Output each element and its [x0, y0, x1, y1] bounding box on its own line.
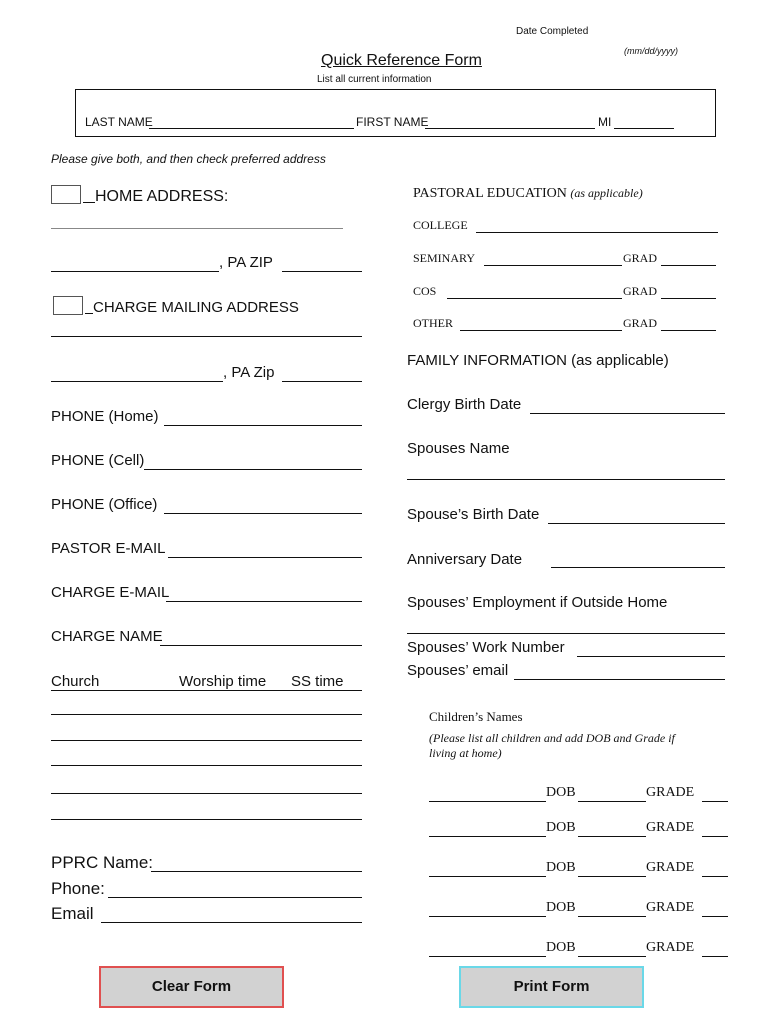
child-name-field[interactable]	[429, 956, 546, 957]
last-name-label: LAST NAME	[85, 115, 153, 129]
church-line-4[interactable]	[51, 793, 362, 794]
first-name-field[interactable]	[425, 128, 595, 129]
home-pa-zip-label: , PA ZIP	[219, 254, 273, 271]
phone-home-label: PHONE (Home)	[51, 408, 159, 425]
pprc-name-field[interactable]	[151, 871, 362, 872]
child-dob-label: DOB	[546, 940, 576, 955]
phone-office-label: PHONE (Office)	[51, 496, 158, 513]
charge-mailing-row	[53, 296, 299, 316]
charge-email-field[interactable]	[166, 601, 362, 602]
spouses-name-field[interactable]	[407, 479, 725, 480]
name-box	[75, 89, 716, 137]
children-names-label: Children’s Names	[429, 709, 523, 724]
church-header-underline	[51, 690, 362, 691]
pastoral-education-heading	[413, 186, 643, 202]
charge-zip-field[interactable]	[282, 381, 362, 382]
address-instruction: Please give both, and then check preferred address	[51, 152, 326, 166]
child-grade-field[interactable]	[702, 876, 728, 877]
date-format-hint: (mm/dd/yyyy)	[624, 46, 678, 56]
child-grade-label: GRADE	[646, 860, 695, 875]
church-line-5[interactable]	[51, 819, 362, 820]
child-name-field[interactable]	[429, 801, 546, 802]
cos-grad-field[interactable]	[661, 298, 716, 299]
form-title: Quick Reference Form	[321, 52, 482, 69]
charge-name-field[interactable]	[160, 645, 362, 646]
children-note-line1: (Please list all children and add DOB and Grade if	[429, 731, 675, 745]
charge-pa-zip-label: , PA Zip	[223, 364, 275, 381]
spouse-employment-field[interactable]	[407, 633, 725, 634]
child-name-field[interactable]	[429, 916, 546, 917]
child-grade-field[interactable]	[702, 916, 728, 917]
cos-label: COS	[413, 284, 437, 298]
children-note-line2: living at home)	[429, 746, 502, 760]
child-dob-field[interactable]	[578, 916, 646, 917]
pprc-email-label: Email	[51, 904, 94, 923]
child-grade-label: GRADE	[646, 940, 695, 955]
child-name-field[interactable]	[429, 836, 546, 837]
spouse-birth-label: Spouse’s Birth Date	[407, 506, 540, 523]
ss-time-header: SS time	[291, 673, 344, 690]
phone-cell-label: PHONE (Cell)	[51, 452, 145, 469]
child-grade-label: GRADE	[646, 785, 695, 800]
child-dob-field[interactable]	[578, 836, 646, 837]
charge-city-field[interactable]	[51, 381, 223, 382]
child-grade-field[interactable]	[702, 801, 728, 802]
child-grade-label: GRADE	[646, 820, 695, 835]
child-dob-label: DOB	[546, 860, 576, 875]
pprc-phone-label: Phone:	[51, 879, 105, 898]
church-line-3[interactable]	[51, 765, 362, 766]
cos-grad-label: GRAD	[623, 284, 658, 298]
mi-field[interactable]	[614, 128, 674, 129]
anniversary-field[interactable]	[551, 567, 725, 568]
clear-form-button[interactable]: Clear Form	[99, 966, 284, 1008]
college-field[interactable]	[476, 232, 718, 233]
child-dob-label: DOB	[546, 900, 576, 915]
child-dob-label: DOB	[546, 820, 576, 835]
seminary-label: SEMINARY	[413, 251, 476, 265]
cos-field[interactable]	[447, 298, 622, 299]
spouse-email-field[interactable]	[514, 679, 725, 680]
phone-office-field[interactable]	[164, 513, 362, 514]
spouse-employment-label: Spouses’ Employment if Outside Home	[407, 594, 668, 611]
child-grade-field[interactable]	[702, 956, 728, 957]
pastoral-education-label: PASTORAL EDUCATION	[413, 186, 567, 201]
pastor-email-label: PASTOR E-MAIL	[51, 540, 166, 557]
last-name-field[interactable]	[149, 128, 354, 129]
first-name-label: FIRST NAME	[356, 115, 429, 129]
clergy-birth-field[interactable]	[530, 413, 725, 414]
home-address-line[interactable]	[51, 228, 343, 229]
anniversary-label: Anniversary Date	[407, 551, 523, 568]
spouses-name-label: Spouses Name	[407, 440, 510, 457]
other-grad-label: GRAD	[623, 316, 658, 330]
other-field[interactable]	[460, 330, 622, 331]
other-label: OTHER	[413, 316, 453, 330]
seminary-grad-label: GRAD	[623, 251, 658, 265]
pprc-name-label: PPRC Name:	[51, 853, 154, 872]
charge-mailing-checkbox[interactable]	[53, 296, 83, 315]
mi-label: MI	[598, 115, 612, 129]
worship-time-header: Worship time	[179, 673, 267, 690]
child-grade-field[interactable]	[702, 836, 728, 837]
child-dob-label: DOB	[546, 785, 576, 800]
clergy-birth-label: Clergy Birth Date	[407, 396, 522, 413]
charge-mailing-label: CHARGE MAILING ADDRESS	[93, 299, 299, 316]
phone-home-field[interactable]	[164, 425, 362, 426]
phone-cell-field[interactable]	[144, 469, 362, 470]
charge-address-line[interactable]	[51, 336, 362, 337]
spouse-work-number-label: Spouses’ Work Number	[407, 639, 565, 656]
pprc-phone-field[interactable]	[108, 897, 362, 898]
date-completed-label: Date Completed	[516, 26, 589, 37]
print-form-button[interactable]: Print Form	[459, 966, 644, 1008]
child-dob-field[interactable]	[578, 956, 646, 957]
home-address-checkbox[interactable]	[51, 185, 81, 204]
charge-name-label: CHARGE NAME	[51, 628, 163, 645]
pastoral-education-note: (as applicable)	[570, 186, 643, 200]
child-name-field[interactable]	[429, 876, 546, 877]
church-line-1[interactable]	[51, 714, 362, 715]
form-subtitle: List all current information	[317, 74, 432, 85]
church-line-2[interactable]	[51, 740, 362, 741]
child-dob-field[interactable]	[578, 876, 646, 877]
family-info-heading: FAMILY INFORMATION (as applicable)	[407, 352, 669, 369]
seminary-field[interactable]	[484, 265, 622, 266]
pastor-email-field[interactable]	[168, 557, 362, 558]
home-address-label: HOME ADDRESS:	[95, 188, 229, 205]
church-header: Church	[51, 673, 100, 690]
spouse-work-number-field[interactable]	[577, 656, 725, 657]
charge-email-label: CHARGE E-MAIL	[51, 584, 170, 601]
college-label: COLLEGE	[413, 218, 468, 232]
pprc-email-field[interactable]	[101, 922, 362, 923]
seminary-grad-field[interactable]	[661, 265, 716, 266]
home-address-row	[51, 185, 228, 206]
child-grade-label: GRADE	[646, 900, 695, 915]
home-city-field[interactable]	[51, 271, 219, 272]
spouse-email-label: Spouses’ email	[407, 662, 509, 679]
child-dob-field[interactable]	[578, 801, 646, 802]
spouse-birth-field[interactable]	[548, 523, 725, 524]
home-zip-field[interactable]	[282, 271, 362, 272]
other-grad-field[interactable]	[661, 330, 716, 331]
